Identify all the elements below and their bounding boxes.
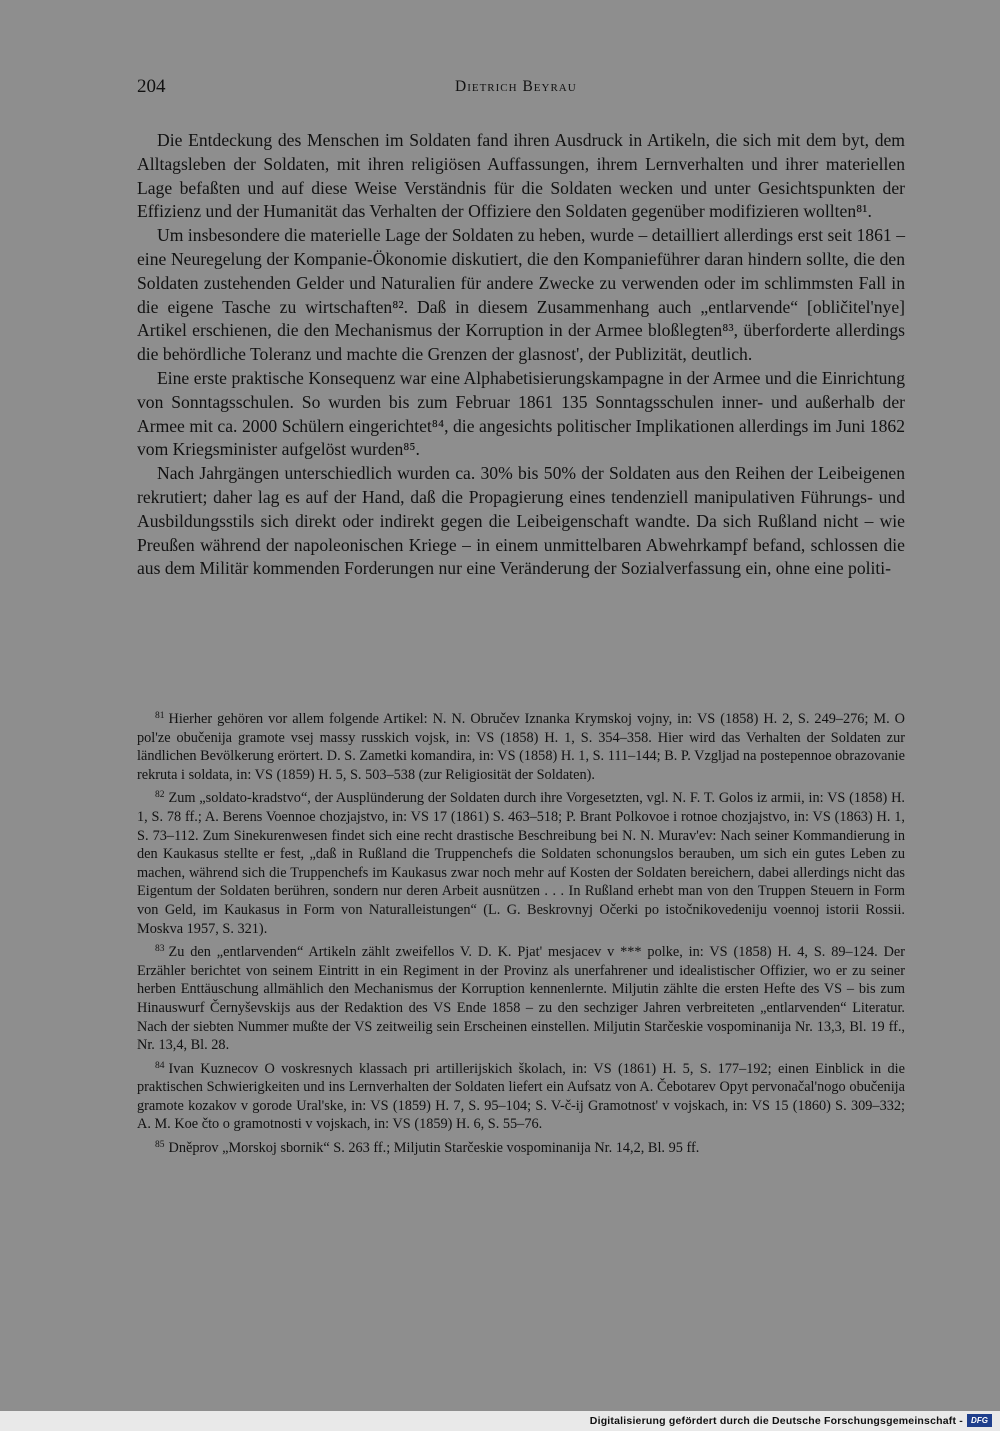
footnote-text: Ivan Kuznecov O voskresnych klassach pri artillerijskich školach, in: VS (1861) H. 5, S. 177–192; einen Einblick in die praktischen Schwierigkeiten und ins Lernverhalten der Soldaten liefert ein Aufsatz von A. Čebotarev Opyt pervonačal'nogo obučenija gramote kozakov v gorode Ural'ske, in: VS (1859) H. 7, S. 95–104; S. V-č-ij Gramotnost' v vojskach, in: VS 15 (1860) S. 309–332; A. M. Koe čto o gramotnosti v vojskach, in: VS (1859) H. 6, S. 55–76. [137,1060,905,1133]
body-text [137,129,905,581]
body-paragraph: Die Entdeckung des Menschen im Soldaten fand ihren Ausdruck in Artikeln, die sich mit dem byt, dem Alltagsleben der Soldaten, mit ihren religiösen Auffassungen, ihrem Lernverhalten und ihrer materiellen Lage befaßten und auf diese Weise Verständnis für die Soldaten wecken und unter Gesichtspunkten der Effizienz und der Humanität das Verhalten der Offiziere den Soldaten gegenüber modifizieren wollten⁸¹. [137,130,905,222]
footnote-number: 82 [155,790,165,801]
footnote-text: Hierher gehören vor allem folgende Artikel: N. N. Obručev Iznanka Krymskoj vojny, in: VS (1858) H. 2, S. 249–276; M. O pol'ze obučenija gramote vsej massy russkich vojsk, in: VS (1858) H. 1, S. 354–358. Hier wird das Verhalten der Soldaten zur ländlichen Bevölkerung erörtert. D. S. Zametki komandira, in: VS (1858) H. 1, S. 111–144; B. P. Vzgljad na postepennoe obrazovanie rekruta i soldata, in: VS (1859) H. 5, S. 503–538 (zur Religiosität der Soldaten). [137,711,905,783]
footnote [137,1057,905,1134]
footnote [137,940,905,1055]
footnote-number: 81 [155,711,165,721]
page-header [137,76,905,102]
dfg-logo[interactable]: DFG [967,1414,992,1427]
footnote-number: 84 [155,1060,165,1071]
body-paragraph: Um insbesondere die materielle Lage der Soldaten zu heben, wurde – detailliert allerdings erst seit 1861 – eine Neuregelung der Kompanie-Ökonomie diskutiert, die den Kompanieführer daran hindern sollte, die den Soldaten zustehenden Gelder und Naturalien für andere Zwecke zu verwenden oder im schlimmsten Fall in die eigene Tasche zu wirtschaften⁸². Daß in diesem Zusammenhang auch „entlarvende“ [obličitel'nye] Artikel erschienen, die den Mechanismus der Korruption in der Armee bloßlegten⁸³, überforderte allerdings die behördliche Toleranz und machte die Grenzen der glasnost', der Publizität, deutlich. [137,225,905,365]
body-paragraph: Eine erste praktische Konsequenz war eine Alphabetisierungskampagne in der Armee und die Einrichtung von Sonntagsschulen. So wurden bis zum Februar 1861 135 Sonntagsschulen inner- und außerhalb der Armee mit ca. 2000 Schülern eingerichtet⁸⁴, die angesichts politischer Implikationen allerdings im Juni 1862 vom Kriegsminister aufgelöst wurden⁸⁵. [137,367,905,460]
footnote-text: Zu den „entlarvenden“ Artikeln zählt zweifellos V. D. K. Pjat' mesjacev v *** polke, in: VS (1858) H. 4, S. 89–124. Der Erzähler berichtet von seinem Eintritt in ein Regiment in der Provinz als unerfahrener und idealistischer Offizier, wo er zu seiner herben Enttäuschung allmählich den Mechanismus der Korruption kennenlernte. Miljutin zählte die ersten Hefte des VS – bis zum Hinauswurf Černyševskijs aus der Redaktion des VS Ende 1858 – zu den sechziger Jahren verbreiteten „entlarvenden“ Literatur. Nach der siebten Nummer mußte der VS zeitweilig sein Erscheinen einstellen. Miljutin Starčeskie vospominanija Nr. 13,3, Bl. 19 ff., Nr. 13,4, Bl. 28. [137,944,905,1054]
body-paragraph: Nach Jahrgängen unterschiedlich wurden ca. 30% bis 50% der Soldaten aus den Reihen der Leibeigenen rekrutiert; daher lag es auf der Hand, daß die Propagierung eines tendenziell manipulativen Führungs- und Ausbildungsstils sich direkt oder indirekt gegen die Leibeigenschaft wandte. Da sich Rußland nicht – wie Preußen während der napoleonischen Kriege – in einem unmittelbaren Abwehrkampf befand, schlossen die aus dem Militär kommenden Forderungen nur eine Veränderung der Sozialverfassung ein, ohne eine politi- [137,463,905,579]
footnote-number: 83 [155,944,165,955]
footnote-text: Dněprov „Morskoj sbornik“ S. 263 ff.; Miljutin Starčeskie vospominanija Nr. 14,2, Bl. 95 ff. [168,1140,700,1157]
running-head: Dietrich Beyrau [455,78,577,95]
footnote [137,707,905,784]
page-number: 204 [137,76,166,97]
footnote [137,1136,905,1158]
footnote [137,786,905,938]
footnote-text: Zum „soldato-kradstvo“, der Ausplünderung der Soldaten durch ihre Vorgesetzten, vgl. N. F. T. Golos iz armii, in: VS (1858) H. 1, S. 78 ff.; A. Berens Voennoe chozjajstvo, in: VS 17 (1861) S. 463–518; P. Brant Polkovoe i rotnoe chozjajstvo, in: VS (1863) H. 1, S. 73–112. Zum Sinekurenwesen findet sich eine recht drastische Beschreibung bei N. N. Murav'ev: Nach seiner Kommandierung in den Kaukasus stellte er fest, „daß in Rußland die Truppenchefs die Soldaten schonungslos berauben, um sich ein gutes Leben zu machen, während sich die Truppenchefs im Kaukasus zwar noch mehr auf Kosten der Soldaten bereichern, dabei allerdings nicht das Eigentum der Soldaten berühren, sondern nur deren Arbeit ausnützen . . . In Rußland erhebt man von den Truppen Steuern in Form von Geld, im Kaukasus in Form von Naturalleistungen“ (L. G. Beskrovnyj Očerki po istočnikovedeniju voennoj istorii Rossii. Moskva 1957, S. 321). [137,790,905,937]
footnote-number: 85 [155,1140,165,1151]
footer-bar [0,1411,1000,1431]
funding-note: Digitalisierung gefördert durch die Deutsche Forschungsgemeinschaft - [589,1415,963,1427]
footnotes [137,707,905,1160]
